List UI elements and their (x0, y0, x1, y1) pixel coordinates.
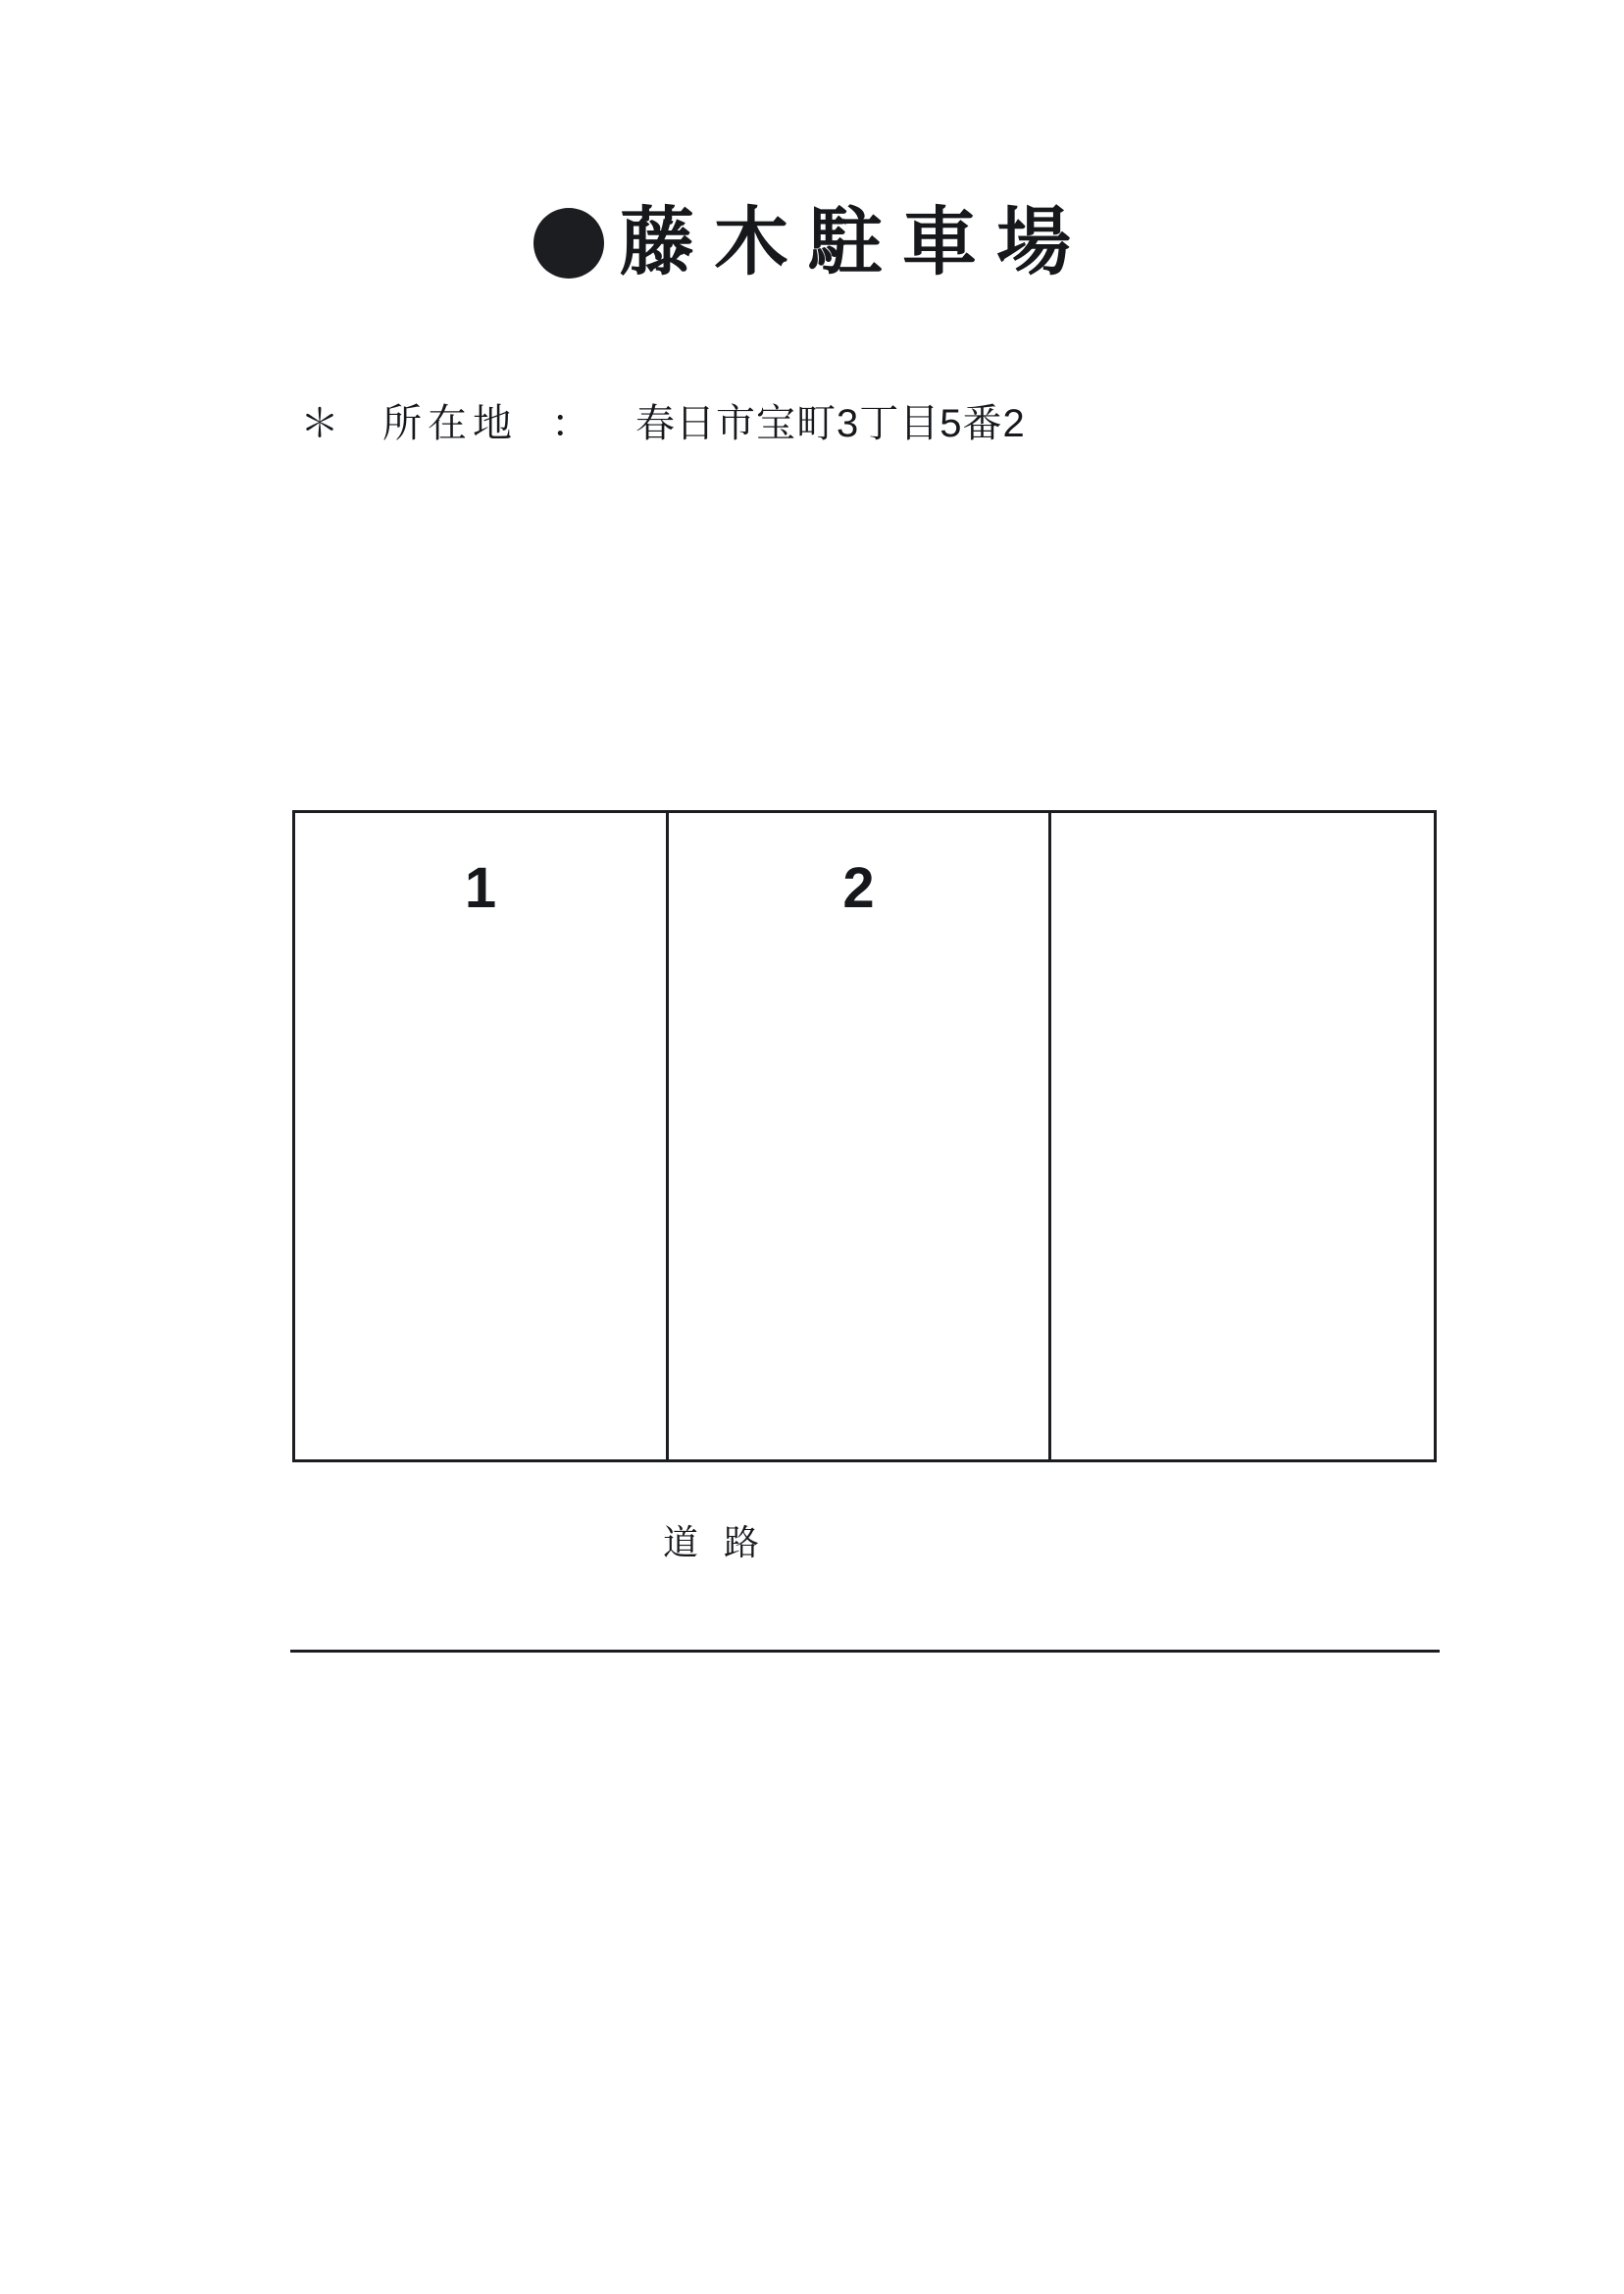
page-title-text: 藤木駐車場 (620, 201, 1091, 284)
location-line (300, 392, 1026, 448)
bullet-icon (533, 208, 604, 279)
parking-stall (669, 813, 1051, 1459)
location-value: 春日市宝町3丁目5番2 (635, 402, 1026, 445)
parking-stall (1051, 813, 1434, 1459)
road-line (290, 1650, 1440, 1653)
location-label: 所在地 (382, 402, 518, 445)
stall-number: 2 (842, 856, 875, 920)
parking-diagram (292, 810, 1437, 1462)
page-title (0, 201, 1624, 284)
asterisk-icon: ＊ (300, 402, 339, 445)
road-label: 道路 (662, 1522, 785, 1562)
location-separator: ： (551, 402, 590, 445)
parking-stall (295, 813, 669, 1459)
stall-number: 1 (464, 856, 497, 920)
